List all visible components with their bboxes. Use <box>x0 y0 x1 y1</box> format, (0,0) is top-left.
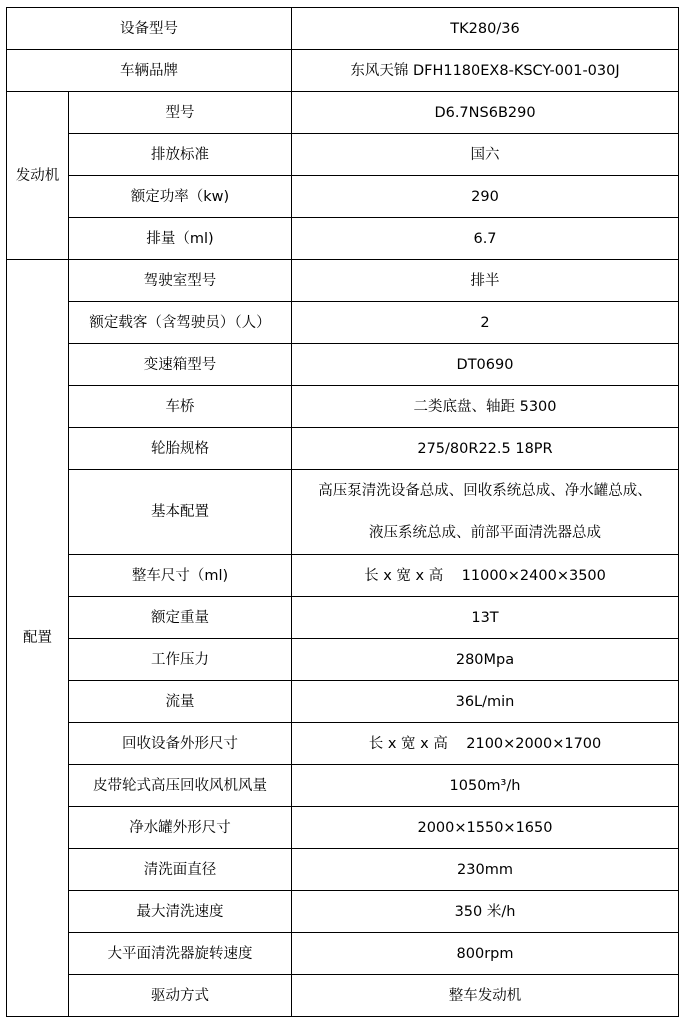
value-cell: 230mm <box>292 849 679 891</box>
table-row <box>7 260 679 302</box>
label-cell: 回收设备外形尺寸 <box>69 723 292 765</box>
value-cell: DT0690 <box>292 344 679 386</box>
config-group-cell: 配置 <box>7 260 69 1017</box>
table-row <box>7 681 679 723</box>
spec-table <box>6 7 679 1017</box>
table-row <box>7 891 679 933</box>
value-cell: 2000×1550×1650 <box>292 807 679 849</box>
value-cell: 排半 <box>292 260 679 302</box>
value-line: 液压系统总成、前部平面清洗器总成 <box>369 525 601 541</box>
table-row <box>7 8 679 50</box>
table-row <box>7 849 679 891</box>
table-row <box>7 807 679 849</box>
table-row <box>7 92 679 134</box>
engine-group-cell: 发动机 <box>7 92 69 260</box>
label-cell: 变速箱型号 <box>69 344 292 386</box>
table-row <box>7 218 679 260</box>
label-cell: 额定载客（含驾驶员）（人） <box>69 302 292 344</box>
label-cell: 工作压力 <box>69 639 292 681</box>
label-cell: 轮胎规格 <box>69 428 292 470</box>
value-cell: 36L/min <box>292 681 679 723</box>
value-cell: 275/80R22.5 18PR <box>292 428 679 470</box>
value-cell: 290 <box>292 176 679 218</box>
label-cell: 最大清洗速度 <box>69 891 292 933</box>
value-cell: 280Mpa <box>292 639 679 681</box>
label-cell: 基本配置 <box>69 470 292 555</box>
value-cell: TK280/36 <box>292 8 679 50</box>
label-cell: 净水罐外形尺寸 <box>69 807 292 849</box>
table-row <box>7 933 679 975</box>
label-cell: 流量 <box>69 681 292 723</box>
value-cell: 1050m³/h <box>292 765 679 807</box>
label-cell: 设备型号 <box>7 8 292 50</box>
label-cell: 额定功率（kw) <box>69 176 292 218</box>
value-cell: 13T <box>292 597 679 639</box>
label-cell: 型号 <box>69 92 292 134</box>
value-cell: 二类底盘、轴距 5300 <box>292 386 679 428</box>
label-cell: 驱动方式 <box>69 975 292 1017</box>
value-cell: 2 <box>292 302 679 344</box>
label-cell: 清洗面直径 <box>69 849 292 891</box>
label-cell: 整车尺寸（ml) <box>69 555 292 597</box>
label-cell: 排放标准 <box>69 134 292 176</box>
label-cell: 车辆品牌 <box>7 50 292 92</box>
value-cell: 长 x 宽 x 高 11000×2400×3500 <box>292 555 679 597</box>
table-row <box>7 975 679 1017</box>
value-cell: 东风天锦 DFH1180EX8-KSCY-001-030J <box>292 50 679 92</box>
value-line: 高压泵清洗设备总成、回收系统总成、净水罐总成、 <box>318 483 652 499</box>
value-cell: 整车发动机 <box>292 975 679 1017</box>
table-row <box>7 302 679 344</box>
table-row <box>7 555 679 597</box>
label-cell: 皮带轮式高压回收风机风量 <box>69 765 292 807</box>
table-row <box>7 134 679 176</box>
label-cell: 大平面清洗器旋转速度 <box>69 933 292 975</box>
value-cell: 800rpm <box>292 933 679 975</box>
label-cell: 额定重量 <box>69 597 292 639</box>
table-row <box>7 50 679 92</box>
table-row <box>7 597 679 639</box>
table-row <box>7 470 679 555</box>
value-cell: D6.7NS6B290 <box>292 92 679 134</box>
table-row <box>7 428 679 470</box>
value-cell: 国六 <box>292 134 679 176</box>
table-row <box>7 765 679 807</box>
value-cell: 350 米/h <box>292 891 679 933</box>
table-row <box>7 639 679 681</box>
table-row <box>7 176 679 218</box>
table-row <box>7 723 679 765</box>
label-cell: 排量（ml) <box>69 218 292 260</box>
label-cell: 驾驶室型号 <box>69 260 292 302</box>
table-row <box>7 344 679 386</box>
value-cell-multiline <box>292 470 679 555</box>
value-cell: 6.7 <box>292 218 679 260</box>
table-row <box>7 386 679 428</box>
value-cell: 长 x 宽 x 高 2100×2000×1700 <box>292 723 679 765</box>
label-cell: 车桥 <box>69 386 292 428</box>
